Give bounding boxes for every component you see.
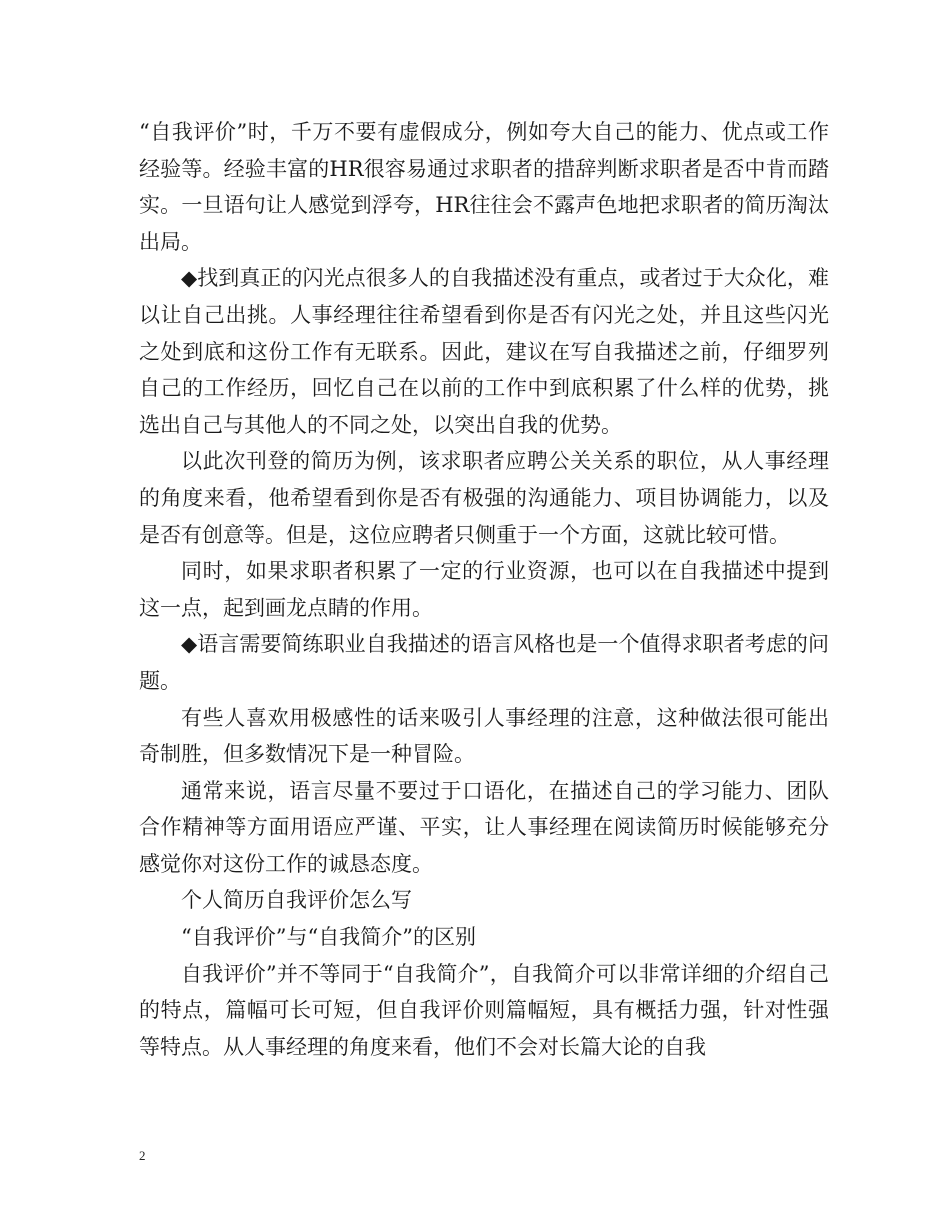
paragraph-4: 同时，如果求职者积累了一定的行业资源，也可以在自我描述中提到这一点，起到画龙点睛的作用。 <box>139 559 829 620</box>
paragraph-3: 以此次刊登的简历为例，该求职者应聘公关关系的职位，从人事经理的角度来看，他希望看到你是否有极强的沟通能力、项目协调能力，以及是否有创意等。但是，这位应聘者只侧重于一个方面，这就比较可惜。 <box>139 449 829 547</box>
paragraph-10: 自我评价”并不等同于“自我简介”，自我简介可以非常详细的介绍自己的特点，篇幅可长可短，但自我评价则篇幅短，具有概括力强，针对性强等特点。从人事经理的角度来看，他们不会对长篇大论的自我 <box>139 961 829 1059</box>
section-heading-resume-self-evaluation: 个人简历自我评价怎么写 <box>181 888 412 913</box>
page-number: 2 <box>139 1148 146 1163</box>
paragraph-6: 有些人喜欢用极感性的话来吸引人事经理的注意，这种做法很可能出奇制胜，但多数情况下是一种冒险。 <box>139 705 829 767</box>
paragraph-7: 通常来说，语言尽量不要过于口语化，在描述自己的学习能力、团队合作精神等方面用语应严谨、平实，让人事经理在阅读简历时候能够充分感觉你对这份工作的诚恳态度。 <box>139 778 829 876</box>
section-subheading-difference: “自我评价”与“自我简介”的区别 <box>181 925 476 950</box>
paragraph-2: ◆找到真正的闪光点很多人的自我描述没有重点，或者过于大众化，难以让自己出挑。人事经理往往希望看到你是否有闪光之处，并且这些闪光之处到底和这份工作有无联系。因此，建议在写自我描述之前，仔细罗列自己的工作经历，回忆自己在以前的工作中到底积累了什么样的优势，挑选出自己与其他人的不同之处，以突出自我的优势。 <box>139 266 829 437</box>
document-body <box>139 114 829 1065</box>
paragraph-5: ◆语言需要简练职业自我描述的语言风格也是一个值得求职者考虑的问题。 <box>139 632 829 693</box>
paragraph-1: “自我评价”时，千万不要有虚假成分，例如夸大自己的能力、优点或工作经验等。经验丰富的HR很容易通过求职者的措辞判断求职者是否中肯而踏实。一旦语句让人感觉到浮夸，HR往往会不露声色地把求职者的简历淘汰出局。 <box>139 120 829 254</box>
